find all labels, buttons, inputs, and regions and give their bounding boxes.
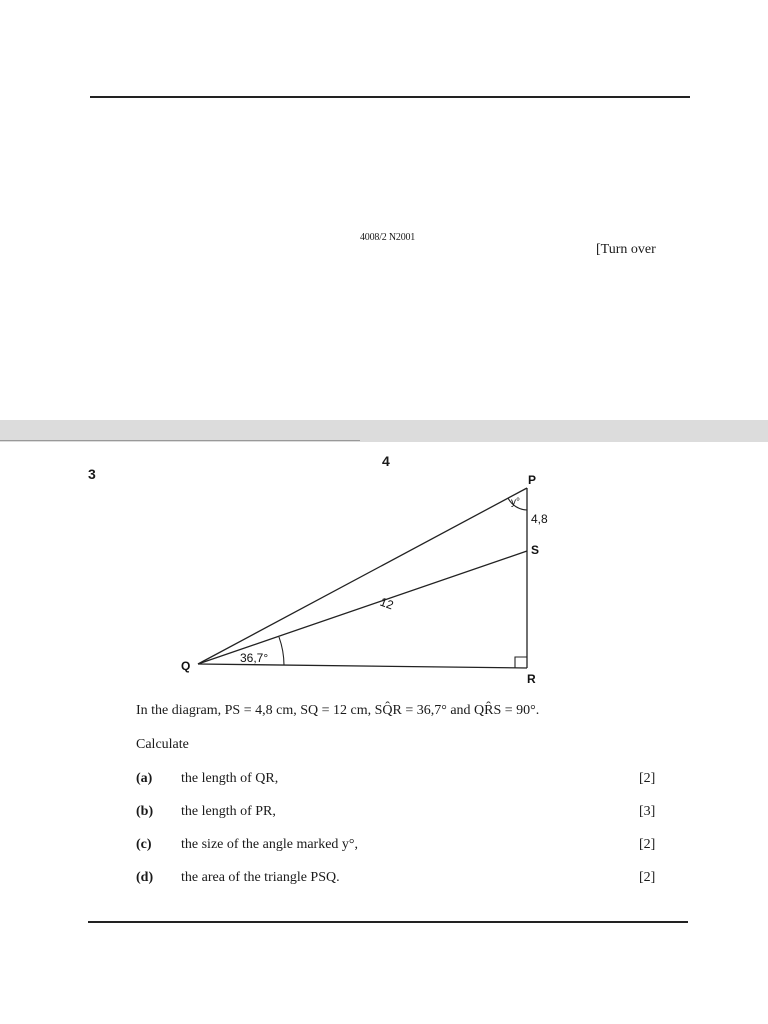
vertex-r-label: R: [527, 672, 536, 686]
calculate-label: Calculate: [136, 737, 189, 752]
part-marks: [2]: [639, 870, 656, 885]
angle-y-label: y°: [511, 497, 520, 508]
question-statement: In the diagram, PS = 4,8 cm, SQ = 12 cm, SQ̂R = 36,7° and QR̂S = 90°.: [136, 703, 540, 718]
length-ps-label: 4,8: [531, 512, 548, 526]
part-label: (c): [136, 837, 152, 852]
part-marks: [2]: [639, 837, 656, 852]
vertex-s-label: S: [531, 543, 540, 557]
paper-code: 4008/2 N2001: [360, 232, 416, 243]
part-label: (d): [136, 870, 154, 885]
vertex-q-label: Q: [181, 659, 191, 673]
length-sq-label: 12: [378, 594, 396, 613]
part-marks: [3]: [639, 804, 656, 819]
vertex-p-label: P: [528, 473, 537, 487]
part-label: (b): [136, 804, 154, 819]
page-number: 4: [382, 453, 390, 469]
right-angle-mark: [515, 657, 527, 668]
turn-over-label: [Turn over: [596, 242, 656, 257]
side-qs: [198, 551, 527, 664]
question-number: 3: [88, 466, 96, 482]
part-text: the size of the angle marked y°,: [181, 837, 359, 852]
part-text: the area of the triangle PSQ.: [181, 870, 340, 885]
bottom-rule: [88, 921, 688, 923]
side-qp: [198, 488, 527, 664]
angle-sqr-label: 36,7°: [240, 651, 269, 665]
part-text: the length of PR,: [181, 804, 276, 819]
part-text: the length of QR,: [181, 771, 279, 786]
angle-arc-q: [279, 637, 284, 665]
part-label: (a): [136, 771, 153, 786]
part-marks: [2]: [639, 771, 656, 786]
